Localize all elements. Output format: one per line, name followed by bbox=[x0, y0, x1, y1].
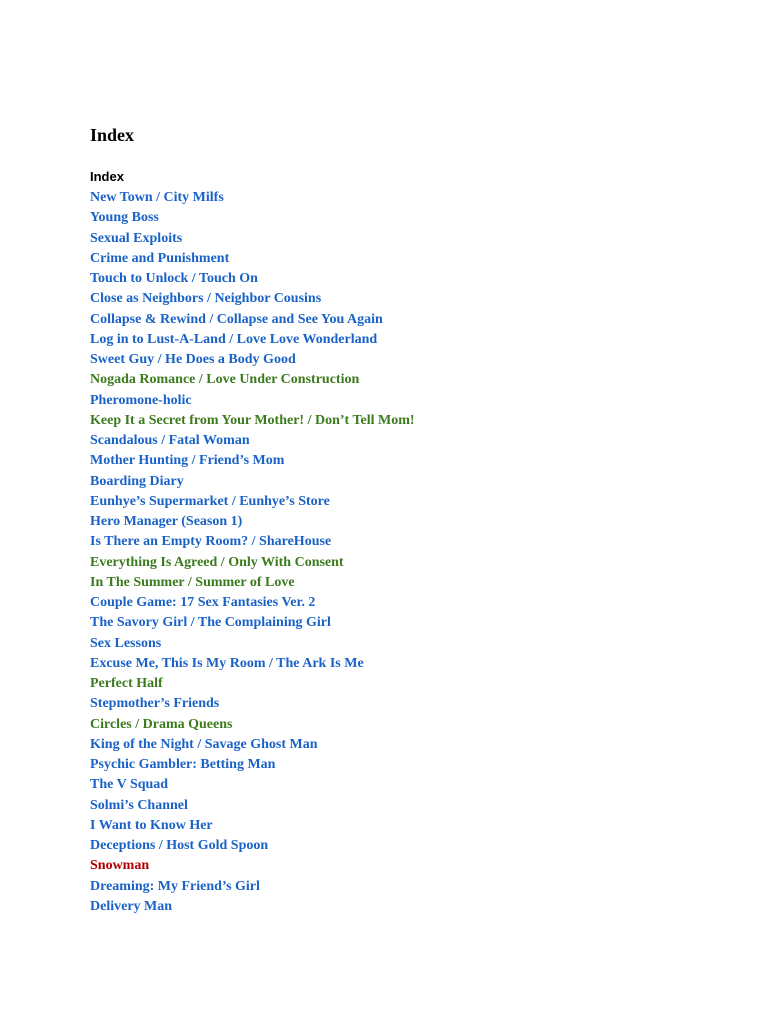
index-link[interactable]: Everything Is Agreed / Only With Consent bbox=[90, 554, 344, 570]
index-link[interactable]: Log in to Lust-A-Land / Love Love Wonderland bbox=[90, 331, 378, 347]
index-link[interactable]: Deceptions / Host Gold Spoon bbox=[90, 838, 269, 853]
index-link[interactable]: Solmi’s Channel bbox=[90, 797, 188, 813]
index-link[interactable]: Eunhye’s Supermarket / Eunhye’s Store bbox=[90, 493, 330, 509]
index-link[interactable]: Hero Manager (Season 1) bbox=[90, 514, 243, 529]
index-link[interactable]: Sex Lessons bbox=[90, 635, 162, 651]
index-link[interactable]: Nogada Romance / Love Under Construction bbox=[90, 372, 360, 388]
index-link[interactable]: The Savory Girl / The Complaining Girl bbox=[90, 615, 331, 631]
index-link[interactable]: Couple Game: 17 Sex Fantasies Ver. 2 bbox=[90, 595, 316, 610]
index-link[interactable]: New Town / City Milfs bbox=[90, 190, 224, 205]
index-link[interactable]: Excuse Me, This Is My Room / The Ark Is Me bbox=[90, 655, 364, 671]
index-link[interactable]: Keep It a Secret from Your Mother! / Don’t Tell Mom! bbox=[90, 412, 415, 428]
page-title: Index bbox=[90, 125, 135, 145]
index-link[interactable]: I Want to Know Her bbox=[90, 817, 213, 833]
index-link[interactable]: Perfect Half bbox=[90, 676, 163, 691]
index-link[interactable]: Touch to Unlock / Touch On bbox=[90, 271, 258, 286]
index-link[interactable]: Boarding Diary bbox=[90, 473, 184, 489]
index-link[interactable]: Collapse & Rewind / Collapse and See You Again bbox=[90, 311, 383, 327]
index-link[interactable]: Circles / Drama Queens bbox=[90, 716, 233, 732]
index-link[interactable]: In The Summer / Summer of Love bbox=[90, 574, 295, 590]
index-heading: Index bbox=[90, 169, 124, 184]
index-link[interactable]: Sexual Exploits bbox=[90, 230, 183, 246]
index-link[interactable]: Mother Hunting / Friend’s Mom bbox=[90, 453, 285, 469]
index-link[interactable]: Delivery Man bbox=[90, 898, 173, 914]
index-link[interactable]: Is There an Empty Room? / ShareHouse bbox=[90, 534, 332, 550]
index-link[interactable]: The V Squad bbox=[90, 777, 169, 793]
index-link[interactable]: Close as Neighbors / Neighbor Cousins bbox=[90, 291, 322, 307]
index-link[interactable]: Psychic Gambler: Betting Man bbox=[90, 757, 276, 772]
index-link[interactable]: Young Boss bbox=[90, 210, 159, 226]
index-link[interactable]: Crime and Punishment bbox=[90, 250, 230, 266]
index-link[interactable]: Snowman bbox=[90, 858, 150, 874]
index-link[interactable]: King of the Night / Savage Ghost Man bbox=[90, 736, 318, 752]
index-link[interactable]: Stepmother’s Friends bbox=[90, 696, 220, 712]
index-link[interactable]: Dreaming: My Friend’s Girl bbox=[90, 878, 260, 894]
index-link[interactable]: Scandalous / Fatal Woman bbox=[90, 433, 250, 448]
document-page bbox=[90, 124, 730, 917]
index-link[interactable]: Pheromone-holic bbox=[90, 392, 192, 408]
index-link-list bbox=[90, 188, 730, 917]
index-link[interactable]: Sweet Guy / He Does a Body Good bbox=[90, 352, 296, 367]
